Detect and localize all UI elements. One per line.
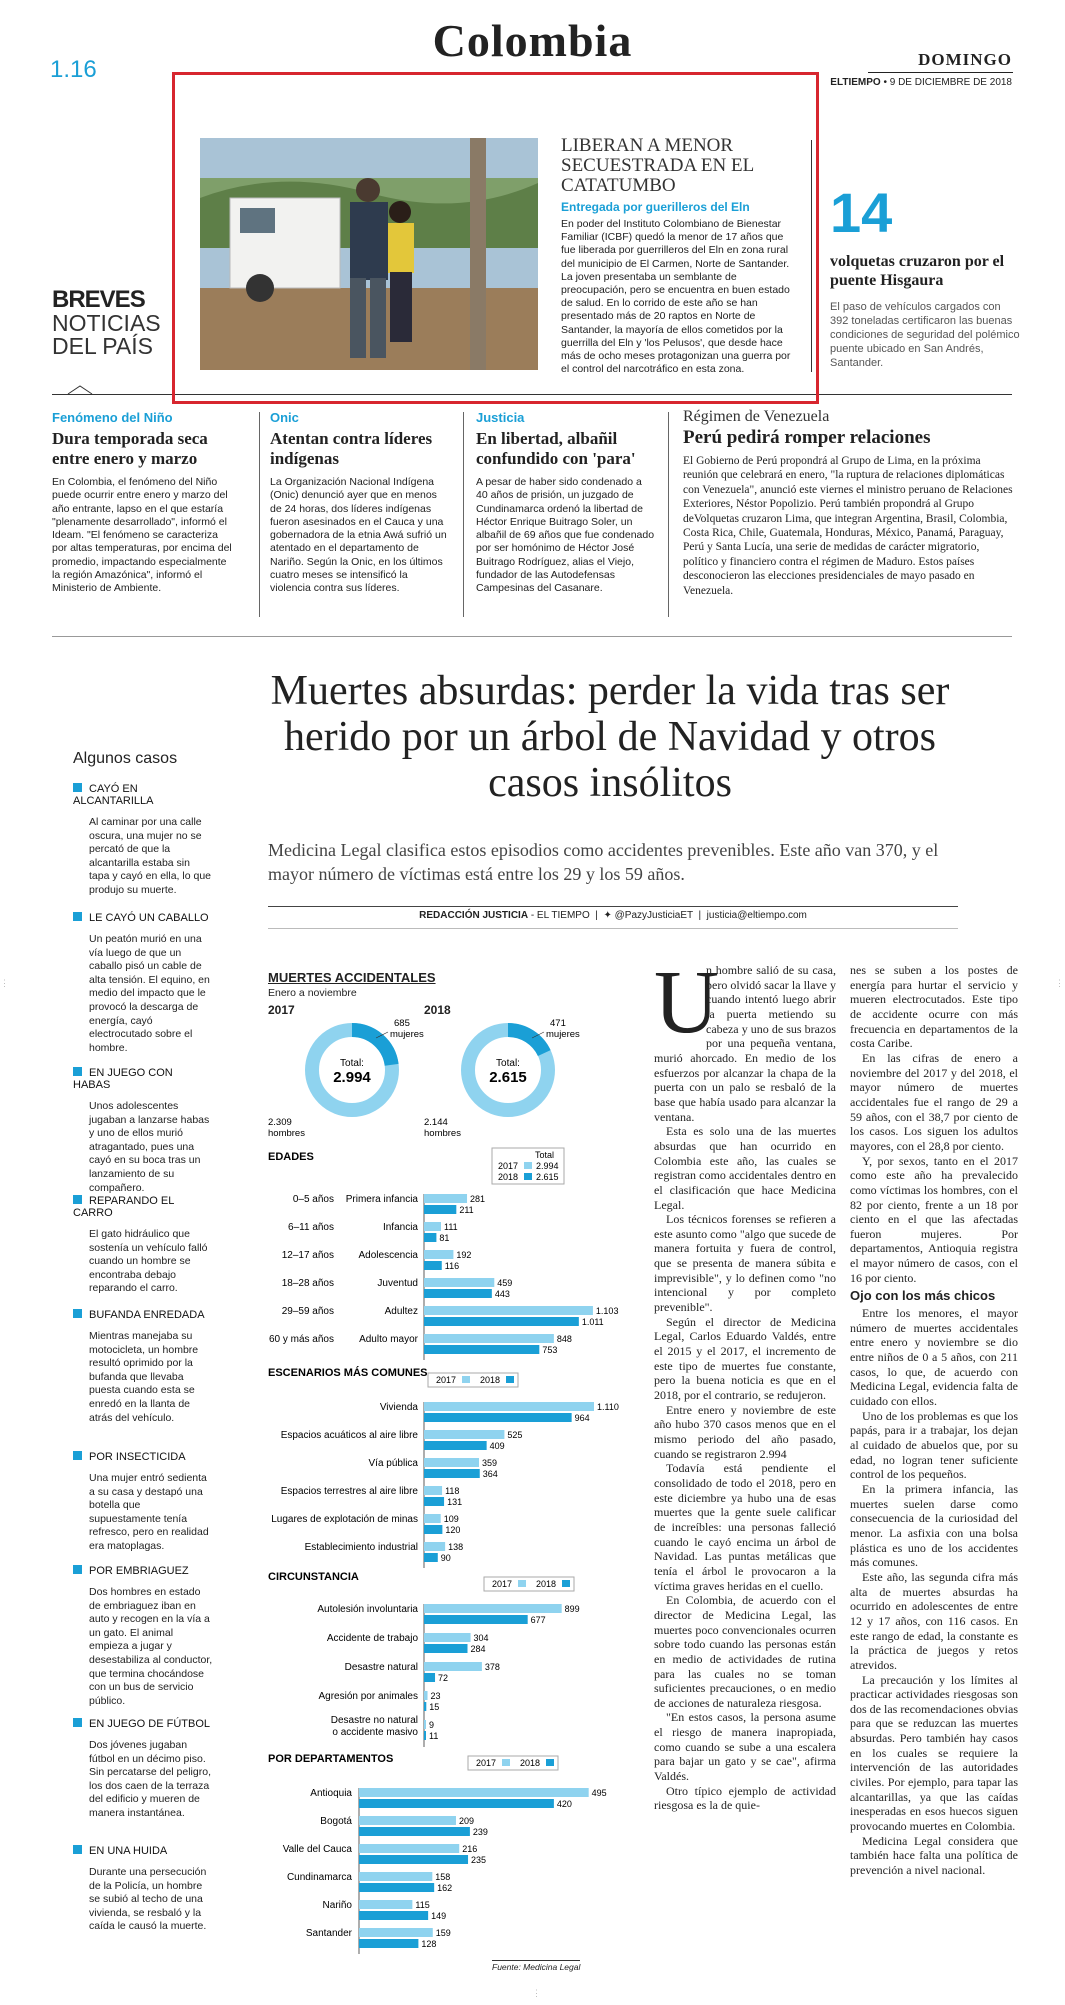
dateline <box>830 77 1012 88</box>
chart-legend <box>484 1577 574 1591</box>
issue-day: DOMINGO <box>918 50 1012 69</box>
crop-mark-left: ⋮ <box>0 978 9 988</box>
donut-label-hombres-value: 2.309 <box>268 1117 292 1128</box>
brief-body: El Gobierno de Perú propondrá al Grupo de Lima, en la próxima reunión que celebrará en enero, "la ruptura de relaciones diplomáticas con Venezuela", anunció este viernes el ministro peruano de Relaciones Exteriores, Néstor Popolizio. Perú también propondrá al Grupo deVolquetas cruzaron Lima, que integran Argentina, Brasil, Colombia, Costa Rica, Chile, Guatemala, Honduras, México, Panamá, Paraguay, Perú y Santa Lucía, una serie de medidas de carácter migratorio, político y financiero contra el régimen de Maduro. Estos países desconocieron las elecciones presidenciales de mayo pasado en Venezuela. <box>683 455 1013 597</box>
bar-value-label: 899 <box>564 1604 580 1614</box>
bar-value-label: 109 <box>443 1514 459 1524</box>
legend-label: 2018 <box>536 1579 557 1589</box>
bar-charts <box>262 1140 619 1950</box>
age-group-label: Adulto mayor <box>359 1334 418 1345</box>
department-label: Valle del Cauca <box>282 1844 352 1855</box>
stat-headline: volquetas cruzaron por el puente Hisgaura <box>830 253 1005 289</box>
legend-swatch <box>524 1173 532 1180</box>
bar-value-label: 1.011 <box>581 1317 604 1327</box>
bar-2017 <box>359 1788 589 1797</box>
scenario-label: Vía pública <box>368 1458 418 1469</box>
article-paragraph: Y, por sexos, tanto en el 2017 como este año ha prevalecido como víctimas los hombres, con el 82 por ciento, frente a un 18 por ciento en el que las afectadas fueron mujeres. Por departamentos, Antioquia registra el mayor número de casos, con el 16 por ciento. <box>850 1153 1018 1285</box>
lead-body: En poder del Instituto Colombiano de Bienestar Familiar (ICBF) quedó la menor de 17 años que fue liberada por guerrilleros del Eln en zona rural del municipio de El Carmen, Norte de Santander. La joven presentaba un semblante de preocupación, pero se encuentra en buen estado de salud. En lo corrido de este año se han presentado más de 20 raptos en Norte de Santander, la mayoría de ellos cometidos por la guerrilla del Eln y 'los Pelusos', que desde hace más de ocho meses protagonizan una guerra por el control del narcotráfico en esta zona. <box>561 218 791 376</box>
department-label: Cundinamarca <box>286 1872 352 1883</box>
breves-label-line2: NOTICIAS <box>52 310 161 336</box>
case-item <box>73 912 213 1055</box>
section-rule <box>52 636 1012 637</box>
circumstance-label: Autolesión involuntaria <box>317 1604 418 1615</box>
case-item <box>73 1195 213 1296</box>
brief-1 <box>52 410 232 596</box>
article-paragraph: Los técnicos forenses se refieren a este asunto como "algo que sucede de manera fortuita y fuera de control, que se presenta de manera súbita e imprevisible", y lo definen como "no intencional y por completo prevenible". <box>654 1212 836 1315</box>
bar-2018 <box>424 1497 444 1506</box>
donut-total-value: 2.994 <box>333 1069 371 1086</box>
lead-photo <box>200 138 538 370</box>
department-label: Antioquia <box>310 1788 352 1799</box>
article-paragraph: Uno de los problemas es que los papás, para ir a trabajar, los dejan al cuidado de abuelos que, por su edad, no logran tener suficiente control de los pequeños. <box>850 1408 1018 1482</box>
bar-chart-title: CIRCUNSTANCIA <box>268 1571 359 1583</box>
article-paragraph: Este año, las segunda cifra más alta de muertes absurdas ha ocurrido en adolescentes de entre 12 y 17 años, con 116 casos. En este rango de edad, la constante es la práctica de juegos y retos atrevidos. <box>850 1569 1018 1672</box>
bar-2018 <box>424 1525 442 1534</box>
legend-label: 2017 <box>492 1579 513 1589</box>
article-paragraph: Entre enero y noviembre de este año hubo 370 casos menos que en el mismo periodo del año pasado, cuando se registraron 2.994 <box>654 1402 836 1461</box>
brief-headline: Atentan contra líderes indígenas <box>270 429 433 468</box>
breves-label-line1: BREVES <box>52 286 145 313</box>
bar-value-label: 239 <box>472 1827 488 1837</box>
issue-date: • 9 DE DICIEMBRE DE 2018 <box>883 77 1012 88</box>
case-head: REPARANDO EL CARRO <box>73 1195 174 1219</box>
case-body: Una mujer entró sedienta a su casa y destapó una botella que supuestamente tenía refresco, pero en realidad era matoplagas. <box>89 1472 209 1552</box>
donut-label-mujeres-value: 471 <box>550 1018 566 1029</box>
age-range-label: 6–11 años <box>288 1222 334 1233</box>
bar-2017 <box>424 1691 428 1700</box>
case-body: Un peatón murió en una vía luego de que un caballo pisó un cable de alta tensión. El equino, en medio del impacto que le provocó la descarga de energía, cayó electrocutado sobre el hombre. <box>89 933 210 1054</box>
article-paragraph: En las cifras de enero a noviembre del 2017 y del 2018, el mayor número de muertes accidentales fue el rango de 29 a 59 años, con el 38,7 por ciento de los casos. Los siguen los adultos mayores, con el 28,8 por ciento. <box>850 1050 1018 1153</box>
bar-2018 <box>359 1883 434 1892</box>
lead-photo-illustration <box>200 138 538 370</box>
crop-mark-right: ⋮ <box>1055 978 1064 988</box>
chart-legend <box>428 1373 518 1387</box>
case-head: POR INSECTICIDA <box>89 1451 186 1463</box>
legend-label: 2018 <box>498 1172 519 1182</box>
bar-value-label: 159 <box>435 1928 451 1938</box>
brief-2 <box>270 410 450 596</box>
bullet-square-icon <box>73 1195 82 1204</box>
bar-value-label: 284 <box>470 1644 486 1654</box>
bar-2018 <box>424 1673 435 1682</box>
age-range-label: 12–17 años <box>281 1250 334 1261</box>
circumstance-label: Desastre no natural <box>330 1715 418 1726</box>
twitter-icon: ✦ <box>603 910 612 921</box>
department-label: Bogotá <box>320 1816 352 1827</box>
legend-label: 2017 <box>476 1758 497 1768</box>
chart-source: Fuente: Medicina Legal <box>492 1962 581 1972</box>
email-link[interactable]: justicia@eltiempo.com <box>706 910 807 921</box>
legend-title: Total <box>534 1150 554 1160</box>
bar-2017 <box>424 1334 554 1343</box>
bar-value-label: 211 <box>459 1205 474 1215</box>
case-head: LE CAYÓ UN CABALLO <box>89 912 209 924</box>
bar-2018 <box>359 1855 468 1864</box>
bar-2018 <box>359 1799 554 1808</box>
bar-value-label: 15 <box>429 1702 440 1712</box>
scenario-label: Espacios acuáticos al aire libre <box>280 1430 418 1441</box>
scenario-label: Espacios terrestres al aire libre <box>280 1486 418 1497</box>
case-item <box>73 1451 213 1554</box>
brief-headline: En libertad, albañil confundido con 'para' <box>476 429 636 468</box>
byline-desk: REDACCIÓN JUSTICIA <box>419 910 529 921</box>
bar-value-label: 281 <box>470 1194 486 1204</box>
article-paragraph: Medicina Legal considera que también hace falta una política de prevención a nivel nacional. <box>850 1833 1018 1878</box>
bar-2018 <box>424 1702 426 1711</box>
legend-label: 2017 <box>498 1161 519 1171</box>
bar-value-label: 420 <box>556 1799 572 1809</box>
brief-divider <box>259 412 260 617</box>
bar-value-label: 1.110 <box>597 1402 619 1412</box>
lead-subhead: Entregada por guerilleros del Eln <box>561 200 750 214</box>
bar-value-label: 23 <box>430 1691 441 1701</box>
bar-value-label: 120 <box>445 1525 461 1535</box>
bar-value-label: 409 <box>489 1441 505 1451</box>
twitter-handle[interactable]: @PazyJusticiaET <box>614 910 693 921</box>
brief-body: En Colombia, el fenómeno del Niño puede ocurrir entre enero y marzo del año entrante, lapso en el que estaría "plenamente desarrollado", informó el Ideam. "El fenómeno se caracteriza por altas temperaturas, por encima del promedio, impactando especialmente la región Amazónica", informó el Ministerio de Ambiente. <box>52 476 232 595</box>
bar-value-label: 116 <box>444 1261 460 1271</box>
legend-swatch <box>506 1376 514 1383</box>
donut-label-hombres-value: 2.144 <box>424 1117 448 1128</box>
bar-2017 <box>424 1458 479 1467</box>
byline-paper: - EL TIEMPO <box>530 910 590 921</box>
bar-2017 <box>359 1816 456 1825</box>
breves-label-line3: DEL PAÍS <box>52 333 153 359</box>
age-range-label: 0–5 años <box>292 1194 334 1205</box>
bar-value-label: 192 <box>456 1250 472 1260</box>
bar-2018 <box>424 1553 438 1562</box>
article-paragraph: Todavía está pendiente el consolidado de todo el 2018, pero en este diciembre ya hubo una de esas muertes que la gente suele calificar de increíbles: una personas falleció cuando le cayó encima un árbol de Navidad. Las puntas metálicas que tenía el árbol le provocaron a la víctima graves heridas en el cuello. <box>654 1461 836 1593</box>
chart-legend <box>468 1756 558 1770</box>
chart-title: MUERTES ACCIDENTALES <box>268 970 436 985</box>
bar-value-label: 235 <box>471 1855 487 1865</box>
bar-value-label: 1.103 <box>595 1306 619 1316</box>
bullet-square-icon <box>73 912 82 921</box>
bar-2017 <box>424 1662 482 1671</box>
bar-2017 <box>424 1306 593 1315</box>
section-title: Colombia <box>432 15 633 66</box>
bar-value-label: 525 <box>507 1430 523 1440</box>
bar-2018 <box>424 1205 456 1214</box>
bar-value-label: 115 <box>415 1900 430 1910</box>
age-group-label: Adolescencia <box>358 1250 418 1261</box>
age-group-label: Infancia <box>382 1222 418 1233</box>
case-item <box>73 1309 213 1425</box>
bar-value-label: 9 <box>429 1720 435 1730</box>
donut-year-2017: 2017 <box>268 1003 295 1017</box>
bar-value-label: 443 <box>494 1289 510 1299</box>
sidebar-title: Algunos casos <box>73 750 178 767</box>
bar-value-label: 90 <box>440 1553 451 1563</box>
bar-2018 <box>359 1827 470 1836</box>
bar-2017 <box>424 1250 453 1259</box>
bar-2017 <box>359 1844 459 1853</box>
donut-total-label: Total: <box>496 1058 520 1069</box>
bar-2017 <box>424 1486 442 1495</box>
bullet-square-icon <box>73 1718 82 1727</box>
case-item <box>73 1067 213 1195</box>
lead-divider <box>811 140 812 372</box>
scenario-label: Lugares de explotación de minas <box>271 1514 418 1525</box>
scenario-label: Establecimiento industrial <box>304 1542 418 1553</box>
byline: REDACCIÓN JUSTICIA - EL TIEMPO | ✦ @PazyJusticiaET | justicia@eltiempo.com <box>419 910 807 921</box>
bar-chart-title: POR DEPARTAMENTOS <box>268 1753 394 1765</box>
circumstance-label: Agresión por animales <box>318 1691 418 1702</box>
bar-value-label: 964 <box>574 1413 590 1423</box>
case-item <box>73 1718 213 1821</box>
stat-number: 14 <box>830 181 893 244</box>
article-column-2 <box>850 963 1018 1878</box>
paper-name: ELTIEMPO <box>830 77 881 88</box>
page-number <box>50 56 97 84</box>
brief-headline: Perú pedirá romper relaciones <box>683 427 931 448</box>
legend-label: 2017 <box>436 1375 457 1385</box>
bar-2018 <box>424 1233 436 1242</box>
case-item <box>73 1565 213 1708</box>
scenario-label: Vivienda <box>379 1402 418 1413</box>
bar-value-label: 459 <box>497 1278 513 1288</box>
case-body: Al caminar por una calle oscura, una mujer no se percató de que la alcantarilla estaba sin tapa y cayó en ella, lo que produjo su muerte. <box>89 816 212 896</box>
donut-total-label: Total: <box>340 1058 364 1069</box>
chart-subtitle: Enero a noviembre <box>268 987 357 999</box>
case-head: EN UNA HUIDA <box>89 1845 168 1857</box>
header-rule <box>868 72 1013 73</box>
donut-total-value: 2.615 <box>489 1069 527 1086</box>
dropcap: U <box>654 953 719 1052</box>
brief-kicker: Fenómeno del Niño <box>52 410 173 425</box>
bar-value-label: 131 <box>447 1497 463 1507</box>
age-group-label: Adultez <box>384 1306 418 1317</box>
legend-total: 2.994 <box>536 1161 559 1171</box>
case-head: EN JUEGO DE FÚTBOL <box>89 1718 211 1730</box>
legend-total: 2.615 <box>536 1172 559 1182</box>
bar-2018 <box>424 1261 442 1270</box>
bar-2017 <box>424 1430 504 1439</box>
crop-mark-bottom: ⋮ <box>532 1988 541 1998</box>
brief-kicker: Justicia <box>476 410 525 425</box>
bullet-square-icon <box>73 1845 82 1854</box>
chart-legend <box>492 1148 564 1184</box>
bar-2018 <box>424 1644 467 1653</box>
page-number-value: 1.16 <box>50 56 97 83</box>
bar-value-label: 677 <box>530 1615 546 1625</box>
stat-body: El paso de vehículos cargados con 392 toneladas certificaron las buenas condiciones de seguridad del polémico puente ubicado en San Andrés, Santander. <box>830 301 1020 369</box>
donut-label-hombres-name: hombres <box>424 1128 461 1139</box>
bar-value-label: 359 <box>481 1458 498 1468</box>
bar-value-label: 848 <box>556 1334 572 1344</box>
age-group-label: Primera infancia <box>345 1194 418 1205</box>
bar-value-label: 128 <box>421 1939 437 1949</box>
case-head: BUFANDA ENREDADA <box>89 1309 205 1321</box>
bar-value-label: 118 <box>445 1486 460 1496</box>
circumstance-label: Desastre natural <box>344 1662 418 1673</box>
case-body: Mientras manejaba su motocicleta, un hombre resultó oprimido por la bufanda que llevaba puesta cuando esta se enredó en la llanta de atrás del vehículo. <box>89 1330 199 1424</box>
bar-2017 <box>359 1928 433 1937</box>
case-head: CAYÓ EN ALCANTARILLA <box>73 783 154 807</box>
bar-2017 <box>359 1900 412 1909</box>
age-range-label: 18–28 años <box>281 1278 334 1289</box>
brief-headline: Dura temporada seca entre enero y marzo <box>52 429 208 468</box>
bar-2018 <box>424 1289 492 1298</box>
bar-2017 <box>424 1194 467 1203</box>
article-paragraph: "En estos casos, la persona asume el riesgo de manera inapropiada, como cuando se sube a una escalera para bajar un gato y se cae", afirma Valdés. <box>654 1710 836 1784</box>
circumstance-label: o accidente masivo <box>332 1727 418 1738</box>
article-paragraph: En la primera infancia, las muertes suelen darse como consecuencia de la curiosidad del menor. La asfixia con una bolsa plástica es uno de los accidentes más comunes. <box>850 1481 1018 1570</box>
brief-3 <box>476 410 656 596</box>
brief-4 <box>683 408 1013 598</box>
bar-2017 <box>424 1633 471 1642</box>
article-subhead: Ojo con los más chicos <box>850 1288 996 1304</box>
bullet-square-icon <box>73 1309 82 1318</box>
bar-value-label: 11 <box>429 1731 439 1741</box>
bar-value-label: 216 <box>462 1844 478 1854</box>
bar-2017 <box>359 1872 432 1881</box>
case-item <box>73 783 213 898</box>
bar-value-label: 111 <box>444 1222 458 1232</box>
legend-swatch <box>524 1162 532 1169</box>
bullet-square-icon <box>73 1565 82 1574</box>
bullet-square-icon <box>73 783 82 792</box>
bar-2018 <box>424 1731 426 1740</box>
lead-headline: LIBERAN A MENOR SECUESTRADA EN EL CATATUMBO <box>561 135 754 196</box>
department-label: Santander <box>305 1928 352 1939</box>
article-paragraph: Entre los menores, el mayor número de muertes accidentales entre enero y noviembre se dio entre niños de 0 a 5 años, con 211 casos, lo que, de acuerdo con Medicina Legal, evidencia falta de cuidado con ellos. <box>850 1306 1018 1409</box>
brief-kicker: Onic <box>270 410 299 425</box>
bar-chart-title: ESCENARIOS MÁS COMUNES <box>268 1367 428 1379</box>
donut-year-2018: 2018 <box>424 1003 451 1017</box>
bar-value-label: 495 <box>591 1788 607 1798</box>
legend-label: 2018 <box>480 1375 501 1385</box>
bar-2018 <box>424 1413 572 1422</box>
article-paragraph: Otro típico ejemplo de actividad riesgosa es la de quie- <box>654 1783 836 1813</box>
legend-swatch <box>502 1759 510 1766</box>
department-label: Nariño <box>322 1900 352 1911</box>
main-deck: Medicina Legal clasifica estos episodios como accidentes prevenibles. Este año van 370, y el mayor número de víctimas está entre los 29 y los 59 años. <box>268 840 939 884</box>
bullet-square-icon <box>73 1067 82 1076</box>
donut-label-mujeres-name: mujeres <box>390 1029 424 1040</box>
legend-swatch <box>546 1759 554 1766</box>
case-body: Unos adolescentes jugaban a lanzarse habas y uno de ellos murió atragantado, pues una cayó en su boca tras un lanzamiento de su compañero. <box>89 1100 210 1194</box>
donut-label-mujeres-value: 685 <box>394 1018 410 1029</box>
dropcap-spacer <box>654 963 706 1047</box>
age-range-label: 29–59 años <box>281 1306 334 1317</box>
age-range-label: 60 y más años <box>268 1334 334 1345</box>
bar-2018 <box>359 1939 418 1948</box>
donut-label-mujeres-name: mujeres <box>546 1029 580 1040</box>
article-paragraph: n hombre salió de su casa, pero olvidó sacar la llave y cuando intentó luego abrir la puerta metiendo su cabeza y uno de sus brazos por una pequeña ventana, murió ahorcado. En medio de los esfuerzos por alcanzar la chapa de la puerta con un palo se resbaló de la base que había usado para alcanzar la ventana. <box>654 963 836 1124</box>
article-paragraph: Esta es solo una de las muertes absurdas que han ocurrido en Colombia este año, las cuales se registran como accidentales dentro en el clasificación que hace Medicina Legal. <box>654 1124 836 1212</box>
bar-2017 <box>424 1604 562 1613</box>
legend-swatch <box>462 1376 470 1383</box>
age-group-label: Juventud <box>377 1278 418 1289</box>
bar-value-label: 378 <box>484 1662 500 1672</box>
byline-rule-bottom <box>268 928 958 929</box>
bar-2017 <box>424 1278 494 1287</box>
bar-value-label: 138 <box>448 1542 464 1552</box>
case-head: EN JUEGO CON HABAS <box>73 1067 173 1091</box>
donut-label-hombres-name: hombres <box>268 1128 305 1139</box>
bar-2018 <box>424 1345 539 1354</box>
article-paragraph: Según el director de Medicina Legal, Carlos Eduardo Valdés, entre el 2015 y el 2017, el incremento de este tipo de muertes fue constante, pero la buena noticia es que en el 2018, por el contrario, se redujeron. <box>654 1314 836 1403</box>
bar-2018 <box>424 1317 579 1326</box>
bar-chart-title: EDADES <box>268 1151 314 1163</box>
bar-value-label: 72 <box>438 1673 449 1683</box>
bar-2018 <box>424 1441 487 1450</box>
case-body: Dos hombres en estado de embriaguez iban en auto y recogen en la vía a un gato. El animal empieza a jugar y desestabiliza al conductor, que termina chocándose con un bus de servicio público. <box>89 1586 213 1707</box>
bar-2018 <box>359 1911 428 1920</box>
bar-value-label: 304 <box>473 1633 489 1643</box>
brief-divider <box>463 412 464 617</box>
case-item <box>73 1845 213 1934</box>
case-body: Dos jóvenes jugaban fútbol en un décimo piso. Sin percatarse del peligro, los dos caen de la terraza del edificio y mueren de manera instantánea. <box>89 1739 211 1819</box>
breves-notch <box>68 384 92 396</box>
bar-value-label: 158 <box>435 1872 451 1882</box>
bar-2018 <box>424 1469 480 1478</box>
case-body: Durante una persecución de la Policía, un hombre se subió al techo de una vivienda, se resbaló y la caída le causó la muerte. <box>89 1866 207 1933</box>
article-paragraph: En Colombia, de acuerdo con el director de Medicina Legal, las muertes poco convencionales ocurren sobre todo cuando las personas están en medio de actividades de rutina para las cuales no se toman suficientes precauciones, o en medio de acciones de naturaleza riesgosa. <box>654 1593 836 1710</box>
brief-divider <box>668 412 669 617</box>
case-body: El gato hidráulico que sostenía un vehículo falló cuando un hombre se encontraba debajo reparando el carro. <box>89 1228 208 1295</box>
article-paragraph: nes se suben a los postes de energía para hurtar el servicio y mueren electrocutados. Este tipo de accidente ocurre con más frecuencia en departamentos de la costa Caribe. <box>850 963 1018 1051</box>
bullet-square-icon <box>73 1451 82 1460</box>
article-paragraph: La precaución y los límites al practicar actividades riesgosas son dos de las recomendaciones obvias para que se reduzcan las muertes absurdas. Pero también hay casos en los cuales se requiere la intervención de las autoridades civiles. Por ejemplo, para tapar las alcantarillas, ya que las caídas inesperadas en esos huecos siguen provocando muertes en Colombia. <box>850 1672 1018 1834</box>
donut-charts <box>268 1010 580 1140</box>
bar-2017 <box>424 1720 426 1729</box>
bar-2017 <box>424 1402 594 1411</box>
case-head: POR EMBRIAGUEZ <box>89 1565 189 1577</box>
bar-2018 <box>424 1615 528 1624</box>
circumstance-label: Accidente de trabajo <box>326 1633 418 1644</box>
breves-label <box>52 288 182 358</box>
main-headline: Muertes absurdas: perder la vida tras ser herido por un árbol de Navidad y otros casos insólitos <box>270 668 950 806</box>
legend-swatch <box>518 1580 526 1587</box>
legend-label: 2018 <box>520 1758 541 1768</box>
article-column-1 <box>654 953 836 1813</box>
bar-2017 <box>424 1542 445 1551</box>
brief-kicker: Régimen de Venezuela <box>683 408 830 425</box>
bar-value-label: 149 <box>431 1911 447 1921</box>
bar-value-label: 753 <box>542 1345 558 1355</box>
bar-value-label: 364 <box>482 1469 498 1479</box>
legend-swatch <box>562 1580 570 1587</box>
bar-value-label: 209 <box>458 1816 475 1826</box>
brief-body: La Organización Nacional Indígena (Onic) denunció ayer que en menos de 24 horas, dos líderes indígenas fueron asesinados en el Cauca y una gobernadora de la etnia Awá sufrió un atentado en el departamento de Nariño. Según la Onic, en los últimos cuatro meses se intensificó la violencia contra sus líderes. <box>270 476 447 595</box>
bar-2017 <box>424 1222 441 1231</box>
brief-body: A pesar de haber sido condenado a 40 años de prisión, un juzgado de Cundinamarca ordenó la libertad de Héctor Enrique Buitrago Soler, un albañil de 69 años que fue condenado por ser homónimo de Héctor José Buitrago Rodríguez, alias el Viejo, fundador de las Autodefensas Campesinas del Casanare. <box>476 476 655 595</box>
bar-2017 <box>424 1514 441 1523</box>
bar-value-label: 162 <box>437 1883 453 1893</box>
byline-rule-top <box>268 906 958 907</box>
bar-value-label: 81 <box>439 1233 450 1243</box>
